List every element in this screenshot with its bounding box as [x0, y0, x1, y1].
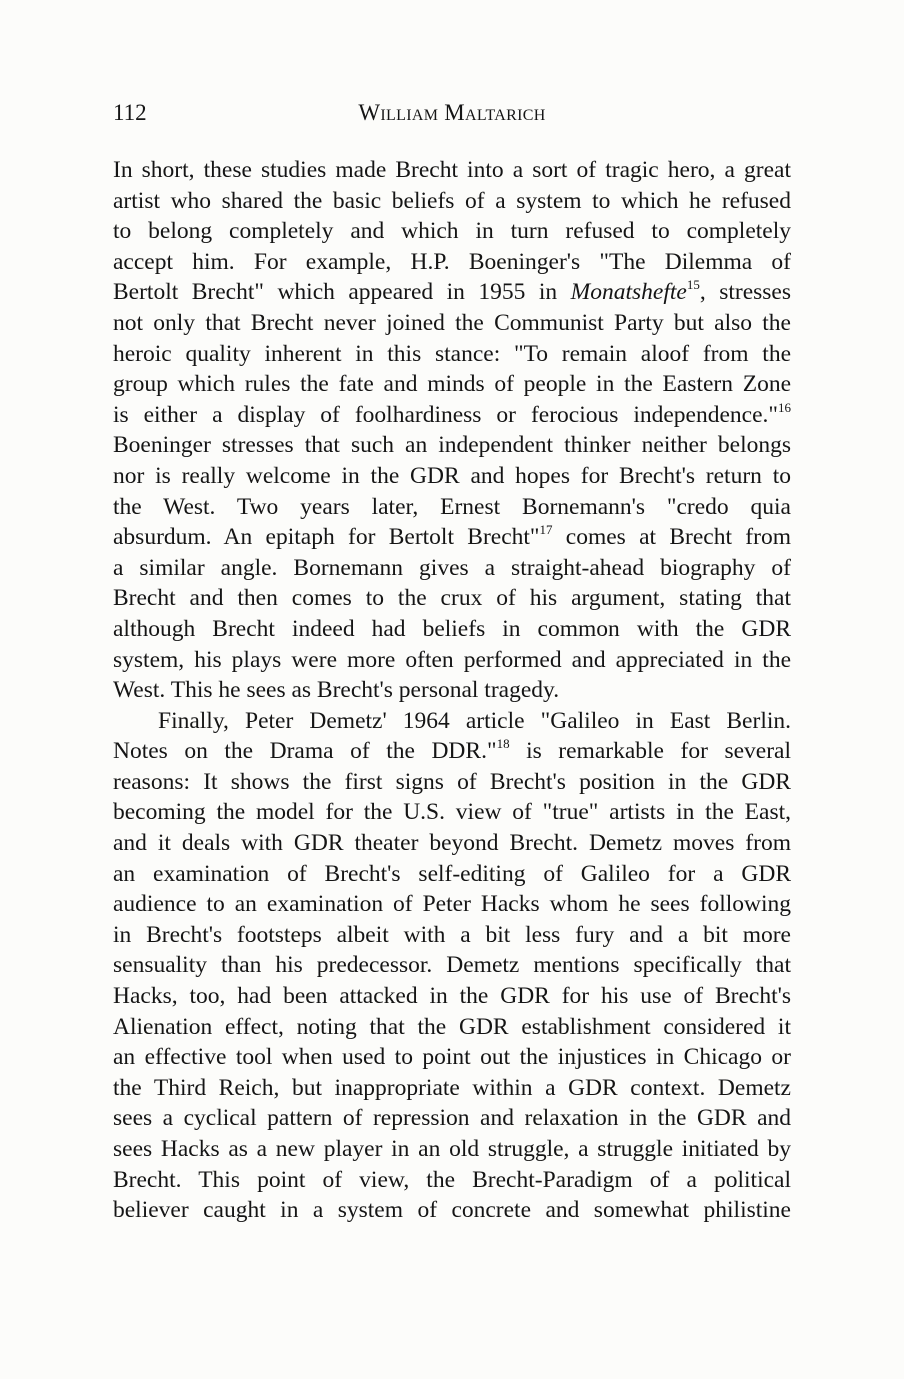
text-line: West. This he sees as Brecht's personal tragedy. — [113, 677, 560, 704]
text-line: an examination of Brecht's self-editing of Galileo for a GDR — [113, 860, 791, 887]
text-line: is either a display of foolhardiness or ferocious independence."$^{16}$ — [113, 399, 791, 428]
text-line: Bertolt Brecht" which appeared in 1955 in Monatshefte$^{15}$, stresses — [113, 277, 791, 306]
text-line: sensuality than his predecessor. Demetz mentions specifically that — [113, 952, 791, 979]
journal-title: Monatshefte — [570, 279, 687, 306]
text-line: absurdum. An epitaph for Bertolt Brecht"$^{17}$ comes at Brecht from — [113, 522, 791, 551]
running-head: William Maltarich — [358, 100, 546, 125]
text-line: Alienation effect, noting that the GDR establishment considered it — [113, 1013, 791, 1040]
text-line: believer caught in a system of concrete and somewhat philistine — [113, 1197, 791, 1224]
text-line: although Brecht indeed had beliefs in common with the GDR — [113, 615, 791, 642]
text-line: system, his plays were more often performed and appreciated in the — [113, 646, 791, 673]
text-line: becoming the model for the U.S. view of "true" artists in the East, — [113, 799, 791, 826]
text-line: and it deals with GDR theater beyond Brecht. Demetz moves from — [113, 830, 791, 857]
footnote-ref: 15 — [686, 277, 700, 293]
text-line: sees Hacks as a new player in an old struggle, a struggle initiated by — [113, 1136, 791, 1162]
page-number: 112 — [113, 100, 147, 125]
body-text — [113, 155, 791, 1226]
text-line: audience to an examination of Peter Hacks whom he sees following — [113, 891, 791, 918]
text-line: Notes on the Drama of the DDR."$^{18}$ is remarkable for several — [113, 736, 791, 765]
text-line: sees a cyclical pattern of repression and relaxation in the GDR and — [113, 1105, 791, 1132]
text-line: Hacks, too, had been attacked in the GDR for his use of Brecht's — [113, 983, 791, 1010]
text-line: accept him. For example, H.P. Boeninger's "The Dilemma of — [113, 248, 791, 275]
footnote-ref: 18 — [496, 736, 510, 752]
text-line: the West. Two years later, Ernest Bornemann's "credo quia — [113, 493, 791, 520]
text-line: nor is really welcome in the GDR and hopes for Brecht's return to — [113, 462, 791, 489]
text-line: In short, these studies made Brecht into a sort of tragic hero, a great — [113, 157, 791, 183]
text-line: heroic quality inherent in this stance: "To remain aloof from the — [113, 340, 791, 367]
text-line: Brecht. This point of view, the Brecht-Paradigm of a political — [113, 1166, 791, 1193]
text-line: Boeninger stresses that such an independent thinker neither belongs — [113, 432, 791, 459]
text-line: an effective tool when used to point out the injustices in Chicago or — [113, 1044, 791, 1071]
footnote-ref: 16 — [778, 399, 791, 415]
text-line: Finally, Peter Demetz' 1964 article "Galileo in East Berlin. — [158, 707, 791, 734]
text-line: reasons: It shows the first signs of Brecht's position in the GDR — [113, 768, 791, 795]
text-line: artist who shared the basic beliefs of a system to which he refused — [113, 187, 791, 214]
page-header — [113, 100, 791, 134]
text-line: Brecht and then comes to the crux of his argument, stating that — [113, 585, 791, 612]
text-line: group which rules the fate and minds of people in the Eastern Zone — [113, 371, 791, 398]
text-line: the Third Reich, but inappropriate within a GDR context. Demetz — [113, 1074, 791, 1101]
text-line: in Brecht's footsteps albeit with a bit less fury and a bit more — [113, 921, 791, 948]
text-line: not only that Brecht never joined the Communist Party but also the — [113, 309, 791, 336]
text-line: to belong completely and which in turn refused to completely — [113, 218, 791, 245]
footnote-ref: 17 — [539, 522, 553, 538]
text-line: a similar angle. Bornemann gives a straight-ahead biography of — [113, 554, 791, 581]
